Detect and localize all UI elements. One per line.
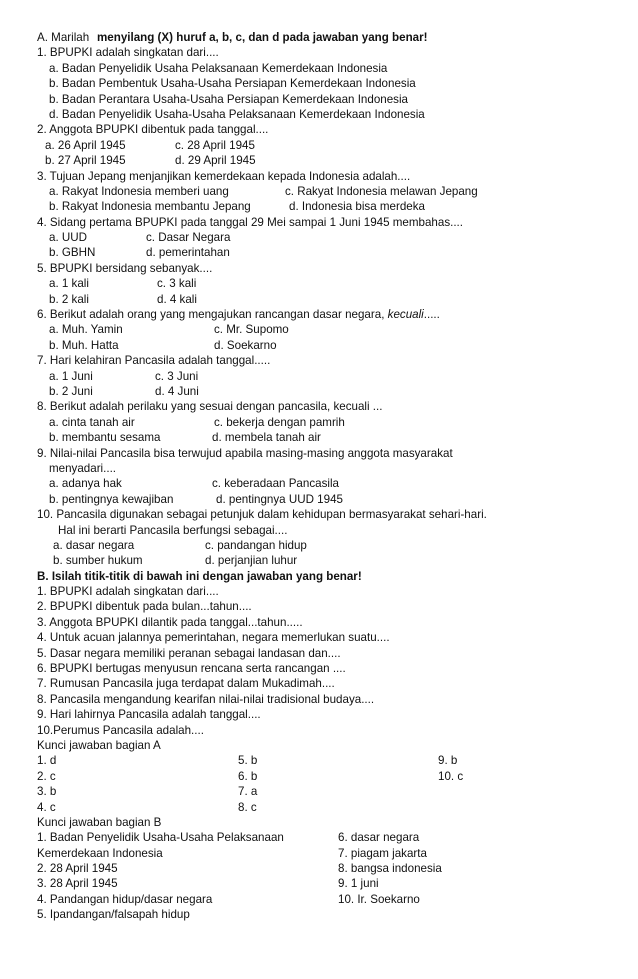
fill-in-item — [0, 723, 638, 738]
question-8 — [0, 399, 638, 414]
option-b: b. Muh. Hatta — [49, 338, 119, 352]
section-b-heading-text: B. Isilah titik-titik di bawah ini dengan jawaban yang benar! — [37, 569, 362, 583]
option-d: d. 4 kali — [157, 292, 197, 306]
option-row — [0, 245, 638, 260]
answer-key-cell: 7. piagam jakarta — [338, 846, 427, 860]
option-row — [0, 107, 638, 122]
option-a: a. dasar negara — [53, 538, 135, 552]
option-c: c. 28 April 1945 — [175, 138, 255, 152]
answer-key-cell: 6. dasar negara — [338, 831, 420, 845]
answer-key-cell: 1. d — [37, 754, 57, 768]
question-10-cont — [0, 523, 638, 538]
question-1 — [0, 45, 638, 60]
option-d: d. Badan Penyelidik Usaha-Usaha Pelaksanaan Kemerdekaan Indonesia — [49, 107, 425, 121]
option-row — [0, 338, 638, 353]
option-row — [0, 292, 638, 307]
question-6 — [0, 307, 638, 322]
option-row — [0, 230, 638, 245]
option-b: b. GBHN — [49, 246, 96, 260]
answer-key-cell: 5. Ipandangan/falsapah hidup — [37, 908, 190, 922]
answer-key-row — [0, 830, 638, 845]
question-text: 1. BPUPKI adalah singkatan dari.... — [37, 46, 219, 60]
answer-key-cell: 1. Badan Penyelidik Usaha-Usaha Pelaksanaan — [37, 831, 284, 845]
option-b: b. Badan Pembentuk Usaha-Usaha Persiapan Kemerdekaan Indonesia — [49, 77, 416, 91]
question-text: 9. Nilai-nilai Pancasila bisa terwujud apabila masing-masing anggota masyarakat — [37, 446, 453, 460]
option-d: d. membela tanah air — [212, 431, 321, 445]
answer-key-cell: 4. Pandangan hidup/dasar negara — [37, 892, 213, 906]
question-text-end: ..... — [423, 308, 440, 322]
option-d: d. pentingnya UUD 1945 — [216, 492, 343, 506]
question-3 — [0, 169, 638, 184]
option-c: c. 3 Juni — [155, 369, 199, 383]
answer-key-cell: 2. c — [37, 769, 56, 783]
question-text: 5. BPUPKI bersidang sebanyak.... — [37, 261, 213, 275]
fill-in-item — [0, 661, 638, 676]
section-b-heading — [0, 569, 638, 584]
question-10 — [0, 507, 638, 522]
option-row — [0, 276, 638, 291]
answer-key-cell: 3. 28 April 1945 — [37, 877, 118, 891]
question-text: 4. Sidang pertama BPUPKI pada tanggal 29 Mei sampai 1 Juni 1945 membahas.... — [37, 215, 464, 229]
answer-key-cell: 5. b — [238, 754, 258, 768]
option-c: c. bekerja dengan pamrih — [214, 415, 345, 429]
option-row — [0, 138, 638, 153]
option-b: b. membantu sesama — [49, 431, 161, 445]
fill-in-text: 7. Rumusan Pancasila juga terdapat dalam Mukadimah.... — [37, 677, 335, 691]
fill-in-text: 6. BPUPKI bertugas menyusun rencana serta rancangan .... — [37, 662, 346, 676]
answer-key-cell: 3. b — [37, 785, 57, 799]
option-row — [0, 492, 638, 507]
answer-key-a-title — [0, 738, 638, 753]
option-row — [0, 415, 638, 430]
fill-in-text: 8. Pancasila mengandung kearifan nilai-nilai tradisional budaya.... — [37, 692, 375, 706]
option-a: a. Muh. Yamin — [49, 323, 123, 337]
question-text-main: 6. Berikut adalah orang yang mengajukan rancangan dasar negara, — [37, 308, 385, 322]
answer-key-row — [0, 876, 638, 891]
answer-key-cell: 6. b — [238, 769, 258, 783]
section-a-heading-instruction: menyilang (X) huruf a, b, c, dan d pada jawaban yang benar! — [97, 31, 428, 44]
fill-in-item — [0, 646, 638, 661]
option-a: a. 1 Juni — [49, 369, 93, 383]
answer-key-row — [0, 861, 638, 876]
question-4 — [0, 215, 638, 230]
question-text: 10. Pancasila digunakan sebagai petunjuk dalam kehidupan bermasyarakat sehari-hari. — [37, 508, 487, 522]
fill-in-item — [0, 692, 638, 707]
answer-key-row — [0, 800, 638, 815]
answer-key-row — [0, 846, 638, 861]
answer-key-cell: 7. a — [238, 785, 258, 799]
question-text-cont: menyadari.... — [49, 461, 117, 475]
option-c: c. Rakyat Indonesia melawan Jepang — [285, 184, 478, 198]
fill-in-text: 5. Dasar negara memiliki peranan sebagai landasan dan.... — [37, 646, 341, 660]
fill-in-item — [0, 676, 638, 691]
answer-key-cell: 2. 28 April 1945 — [37, 862, 118, 876]
option-a: a. cinta tanah air — [49, 415, 135, 429]
option-row — [0, 538, 638, 553]
option-row — [0, 369, 638, 384]
option-row — [0, 199, 638, 214]
fill-in-text: 9. Hari lahirnya Pancasila adalah tanggal.... — [37, 708, 261, 722]
option-d: d. 29 April 1945 — [175, 154, 256, 168]
fill-in-item — [0, 707, 638, 722]
question-7 — [0, 353, 638, 368]
answer-key-row — [0, 892, 638, 907]
option-c: c. keberadaan Pancasila — [212, 477, 339, 491]
option-c: c. Mr. Supomo — [214, 323, 289, 337]
option-b: b. 2 kali — [49, 292, 89, 306]
fill-in-text: 10.Perumus Pancasila adalah.... — [37, 723, 204, 737]
answer-key-cell: 9. 1 juni — [338, 877, 379, 891]
option-row — [0, 92, 638, 107]
question-text: 2. Anggota BPUPKI dibentuk pada tanggal.... — [37, 123, 269, 137]
answer-key-b-title — [0, 815, 638, 830]
option-a: a. 1 kali — [49, 277, 89, 291]
option-row — [0, 476, 638, 491]
question-2 — [0, 122, 638, 137]
question-9 — [0, 446, 638, 461]
option-row — [0, 384, 638, 399]
option-c: b. Badan Perantara Usaha-Usaha Persiapan Kemerdekaan Indonesia — [49, 92, 408, 106]
fill-in-item — [0, 615, 638, 630]
answer-key-cell: Kemerdekaan Indonesia — [37, 846, 163, 860]
fill-in-item — [0, 599, 638, 614]
answer-key-cell: 8. c — [238, 800, 257, 814]
answer-key-cell: 9. b — [438, 754, 458, 768]
fill-in-text: 2. BPUPKI dibentuk pada bulan...tahun.... — [37, 600, 252, 614]
option-a: a. Badan Penyelidik Usaha Pelaksanaan Kemerdekaan Indonesia — [49, 61, 388, 75]
answer-key-title: Kunci jawaban bagian B — [37, 815, 162, 829]
answer-key-row — [0, 907, 638, 922]
answer-key-cell: 10. c — [438, 769, 464, 783]
section-a-heading-prefix: A. Marilah — [37, 31, 90, 44]
option-a: a. adanya hak — [49, 477, 122, 491]
question-text: 3. Tujuan Jepang menjanjikan kemerdekaan kepada Indonesia adalah.... — [37, 169, 411, 183]
question-5 — [0, 261, 638, 276]
worksheet-page — [0, 30, 638, 923]
option-row — [0, 430, 638, 445]
option-row — [0, 553, 638, 568]
question-text: 8. Berikut adalah perilaku yang sesuai dengan pancasila, kecuali ... — [37, 400, 383, 414]
option-c: c. Dasar Negara — [146, 231, 231, 245]
option-d: d. perjanjian luhur — [205, 554, 298, 568]
answer-key-cell: 8. bangsa indonesia — [338, 862, 442, 876]
option-a: a. Rakyat Indonesia memberi uang — [49, 184, 229, 198]
option-b: b. Rakyat Indonesia membantu Jepang — [49, 200, 251, 214]
option-c: c. 3 kali — [157, 277, 197, 291]
option-b: b. 27 April 1945 — [45, 154, 126, 168]
section-a-heading — [0, 30, 638, 45]
option-row — [0, 76, 638, 91]
option-b: b. pentingnya kewajiban — [49, 492, 174, 506]
option-d: d. Indonesia bisa merdeka — [289, 200, 425, 214]
question-text: 7. Hari kelahiran Pancasila adalah tanggal..... — [37, 354, 271, 368]
option-a: a. UUD — [49, 231, 88, 245]
option-row — [0, 184, 638, 199]
fill-in-item — [0, 630, 638, 645]
option-b: b. sumber hukum — [53, 554, 143, 568]
option-c: c. pandangan hidup — [205, 538, 307, 552]
fill-in-text: 1. BPUPKI adalah singkatan dari.... — [37, 585, 219, 599]
answer-key-row — [0, 784, 638, 799]
option-d: d. 4 Juni — [155, 384, 199, 398]
option-b: b. 2 Juni — [49, 384, 93, 398]
question-emphasis: kecuali — [387, 308, 424, 322]
answer-key-cell: 4. c — [37, 800, 56, 814]
fill-in-text: 4. Untuk acuan jalannya pemerintahan, negara memerlukan suatu.... — [37, 631, 390, 645]
question-text — [37, 307, 440, 322]
option-a: a. 26 April 1945 — [45, 138, 126, 152]
answer-key-row — [0, 769, 638, 784]
option-row — [0, 61, 638, 76]
answer-key-title: Kunci jawaban bagian A — [37, 738, 161, 752]
option-row — [0, 322, 638, 337]
answer-key-cell: 10. Ir. Soekarno — [338, 892, 420, 906]
option-row — [0, 153, 638, 168]
answer-key-row — [0, 753, 638, 768]
option-d: d. pemerintahan — [146, 246, 230, 260]
question-text-cont: Hal ini berarti Pancasila berfungsi sebagai.... — [58, 523, 288, 537]
question-9-cont — [0, 461, 638, 476]
option-d: d. Soekarno — [214, 338, 277, 352]
fill-in-item — [0, 584, 638, 599]
fill-in-text: 3. Anggota BPUPKI dilantik pada tanggal...tahun..... — [37, 615, 303, 629]
